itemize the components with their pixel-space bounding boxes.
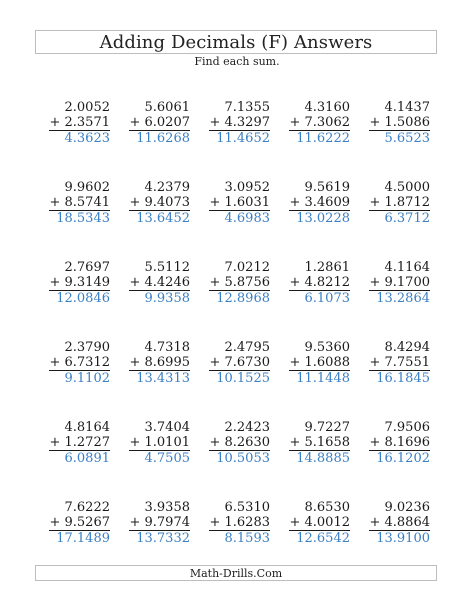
answer: 16.1202 — [376, 451, 430, 466]
answer: 4.6983 — [224, 211, 270, 226]
first-addend: 1.2861 — [304, 260, 350, 275]
second-addend: + 9.7974 — [129, 515, 190, 530]
answer: 13.0228 — [296, 211, 350, 226]
problem-5 — [360, 100, 430, 180]
second-addend: + 3.4609 — [289, 195, 350, 210]
second-addend: + 7.7551 — [369, 355, 430, 370]
first-addend: 9.5619 — [304, 180, 350, 195]
first-addend: 7.0212 — [224, 260, 270, 275]
instructions: Find each sum. — [194, 55, 280, 68]
second-addend: + 4.0012 — [289, 515, 350, 530]
problem-9 — [280, 180, 350, 260]
problem-1 — [40, 100, 110, 180]
second-addend: + 6.0207 — [129, 115, 190, 130]
answer: 6.1073 — [304, 291, 350, 306]
title-box — [35, 30, 437, 54]
answer: 13.2864 — [376, 291, 430, 306]
second-addend: + 1.0101 — [129, 435, 190, 450]
problem-8 — [200, 180, 270, 260]
answer: 10.1525 — [216, 371, 270, 386]
first-addend: 2.4795 — [224, 340, 270, 355]
answer: 4.3623 — [64, 131, 110, 146]
answer: 13.9100 — [376, 531, 430, 546]
second-addend: + 4.3297 — [209, 115, 270, 130]
answer: 18.5343 — [56, 211, 110, 226]
first-addend: 9.5360 — [304, 340, 350, 355]
second-addend: + 4.8212 — [289, 275, 350, 290]
second-addend: + 1.6031 — [209, 195, 270, 210]
first-addend: 2.3790 — [64, 340, 110, 355]
problem-16 — [40, 340, 110, 420]
second-addend: + 1.5086 — [369, 115, 430, 130]
first-addend: 5.5112 — [144, 260, 190, 275]
second-addend: + 8.2630 — [209, 435, 270, 450]
first-addend: 4.7318 — [144, 340, 190, 355]
answer: 13.6452 — [136, 211, 190, 226]
problem-22 — [120, 420, 190, 500]
problem-21 — [40, 420, 110, 500]
first-addend: 7.6222 — [64, 500, 110, 515]
answer: 6.3712 — [384, 211, 430, 226]
second-addend: + 9.5267 — [49, 515, 110, 530]
second-addend: + 8.5741 — [49, 195, 110, 210]
answer: 9.1102 — [64, 371, 110, 386]
second-addend: + 7.6730 — [209, 355, 270, 370]
answer: 11.6268 — [136, 131, 190, 146]
problem-13 — [200, 260, 270, 340]
answer: 12.8968 — [216, 291, 270, 306]
problem-12 — [120, 260, 190, 340]
first-addend: 5.6061 — [144, 100, 190, 115]
problem-24 — [280, 420, 350, 500]
problem-17 — [120, 340, 190, 420]
second-addend: + 1.6283 — [209, 515, 270, 530]
first-addend: 4.1437 — [384, 100, 430, 115]
answer: 5.6523 — [384, 131, 430, 146]
answer: 16.1845 — [376, 371, 430, 386]
problem-14 — [280, 260, 350, 340]
answer: 9.9358 — [144, 291, 190, 306]
problem-20 — [360, 340, 430, 420]
page-title: Adding Decimals (F) Answers — [99, 31, 373, 53]
problem-25 — [360, 420, 430, 500]
second-addend: + 4.8864 — [369, 515, 430, 530]
problem-4 — [280, 100, 350, 180]
first-addend: 8.6530 — [304, 500, 350, 515]
second-addend: + 8.1696 — [369, 435, 430, 450]
problem-grid — [40, 100, 440, 580]
answer: 10.5053 — [216, 451, 270, 466]
first-addend: 4.5000 — [384, 180, 430, 195]
second-addend: + 5.1658 — [289, 435, 350, 450]
first-addend: 2.2423 — [224, 420, 270, 435]
second-addend: + 1.8712 — [369, 195, 430, 210]
second-addend: + 1.6088 — [289, 355, 350, 370]
footer-box — [35, 565, 437, 581]
answer: 11.6222 — [296, 131, 350, 146]
first-addend: 3.7404 — [144, 420, 190, 435]
first-addend: 9.7227 — [304, 420, 350, 435]
problem-10 — [360, 180, 430, 260]
footer-site-name: Math-Drills.Com — [189, 566, 283, 580]
answer: 13.7332 — [136, 531, 190, 546]
problem-19 — [280, 340, 350, 420]
problem-23 — [200, 420, 270, 500]
second-addend: + 2.3571 — [49, 115, 110, 130]
answer: 11.1448 — [296, 371, 350, 386]
answer: 4.7505 — [144, 451, 190, 466]
first-addend: 4.3160 — [304, 100, 350, 115]
first-addend: 9.9602 — [64, 180, 110, 195]
answer: 6.0891 — [64, 451, 110, 466]
problem-11 — [40, 260, 110, 340]
first-addend: 7.1355 — [224, 100, 270, 115]
answer: 17.1489 — [56, 531, 110, 546]
second-addend: + 7.3062 — [289, 115, 350, 130]
second-addend: + 9.3149 — [49, 275, 110, 290]
first-addend: 3.9358 — [144, 500, 190, 515]
problem-3 — [200, 100, 270, 180]
second-addend: + 1.2727 — [49, 435, 110, 450]
first-addend: 4.2379 — [144, 180, 190, 195]
first-addend: 8.4294 — [384, 340, 430, 355]
first-addend: 2.7697 — [64, 260, 110, 275]
problem-15 — [360, 260, 430, 340]
first-addend: 6.5310 — [224, 500, 270, 515]
problem-18 — [200, 340, 270, 420]
problem-7 — [120, 180, 190, 260]
answer: 12.0846 — [56, 291, 110, 306]
first-addend: 4.8164 — [64, 420, 110, 435]
second-addend: + 4.4246 — [129, 275, 190, 290]
problem-2 — [120, 100, 190, 180]
second-addend: + 5.8756 — [209, 275, 270, 290]
second-addend: + 8.6995 — [129, 355, 190, 370]
answer: 14.8885 — [296, 451, 350, 466]
second-addend: + 9.1700 — [369, 275, 430, 290]
answer: 13.4313 — [136, 371, 190, 386]
first-addend: 7.9506 — [384, 420, 430, 435]
second-addend: + 9.4073 — [129, 195, 190, 210]
first-addend: 3.0952 — [224, 180, 270, 195]
second-addend: + 6.7312 — [49, 355, 110, 370]
first-addend: 4.1164 — [384, 260, 430, 275]
answer: 11.4652 — [216, 131, 270, 146]
answer: 8.1593 — [224, 531, 270, 546]
first-addend: 2.0052 — [64, 100, 110, 115]
answer: 12.6542 — [296, 531, 350, 546]
problem-6 — [40, 180, 110, 260]
first-addend: 9.0236 — [384, 500, 430, 515]
